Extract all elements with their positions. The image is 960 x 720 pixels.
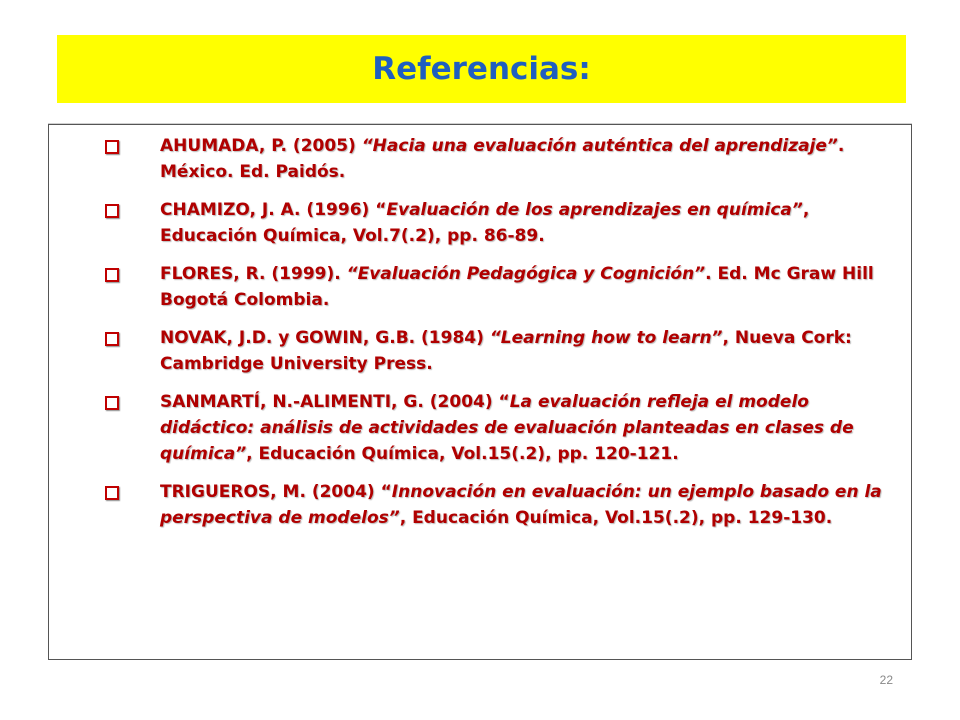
reference-item bbox=[100, 133, 900, 185]
reference-title: Evaluación de los aprendizajes en química” bbox=[386, 200, 803, 220]
square-bullet-icon bbox=[105, 486, 119, 500]
reference-item bbox=[100, 389, 900, 467]
reference-source: . México. Ed. Paidós. bbox=[160, 136, 845, 182]
square-bullet-icon bbox=[105, 396, 119, 410]
reference-title: “Learning how to learn” bbox=[489, 328, 723, 348]
square-bullet-icon bbox=[105, 204, 119, 218]
reference-title: La evaluación refleja el modelo didáctico: análisis de actividades de evaluación planteadas en clases de química” bbox=[160, 392, 854, 464]
title-band bbox=[57, 35, 906, 103]
reference-item bbox=[100, 261, 900, 313]
square-bullet-icon bbox=[105, 140, 119, 154]
reference-item bbox=[100, 197, 900, 249]
reference-source: , Nueva Cork: Cambridge University Press. bbox=[160, 328, 852, 374]
references-list bbox=[100, 133, 900, 543]
reference-title: “Evaluación Pedagógica y Cognición” bbox=[346, 264, 706, 284]
reference-item bbox=[100, 479, 900, 531]
reference-source: , Educación Química, Vol.15(.2), pp. 120-121. bbox=[246, 444, 679, 464]
square-bullet-icon bbox=[105, 332, 119, 346]
reference-author: NOVAK, J.D. y GOWIN, G.B. (1984) bbox=[160, 328, 490, 348]
reference-author: FLORES, R. (1999). bbox=[160, 264, 347, 284]
reference-title: Innovación en evaluación: un ejemplo basado en la perspectiva de modelos” bbox=[160, 482, 882, 528]
reference-author: CHAMIZO, J. A. (1996) “ bbox=[160, 200, 387, 220]
reference-source: , Educación Química, Vol.7(.2), pp. 86-89. bbox=[160, 200, 810, 246]
page-number: 22 bbox=[879, 673, 893, 687]
square-bullet-icon bbox=[105, 268, 119, 282]
reference-item bbox=[100, 325, 900, 377]
reference-author: TRIGUEROS, M. (2004) “ bbox=[160, 482, 392, 502]
reference-author: AHUMADA, P. (2005) bbox=[160, 136, 362, 156]
reference-source: , Educación Química, Vol.15(.2), pp. 129-130. bbox=[399, 508, 833, 528]
slide-title: Referencias: bbox=[372, 51, 591, 87]
reference-source: . Ed. Mc Graw Hill Bogotá Colombia. bbox=[160, 264, 874, 310]
reference-author: SANMARTÍ, N.-ALIMENTI, G. (2004) “ bbox=[160, 392, 510, 412]
reference-title: “Hacia una evaluación auténtica del aprendizaje” bbox=[361, 136, 838, 156]
